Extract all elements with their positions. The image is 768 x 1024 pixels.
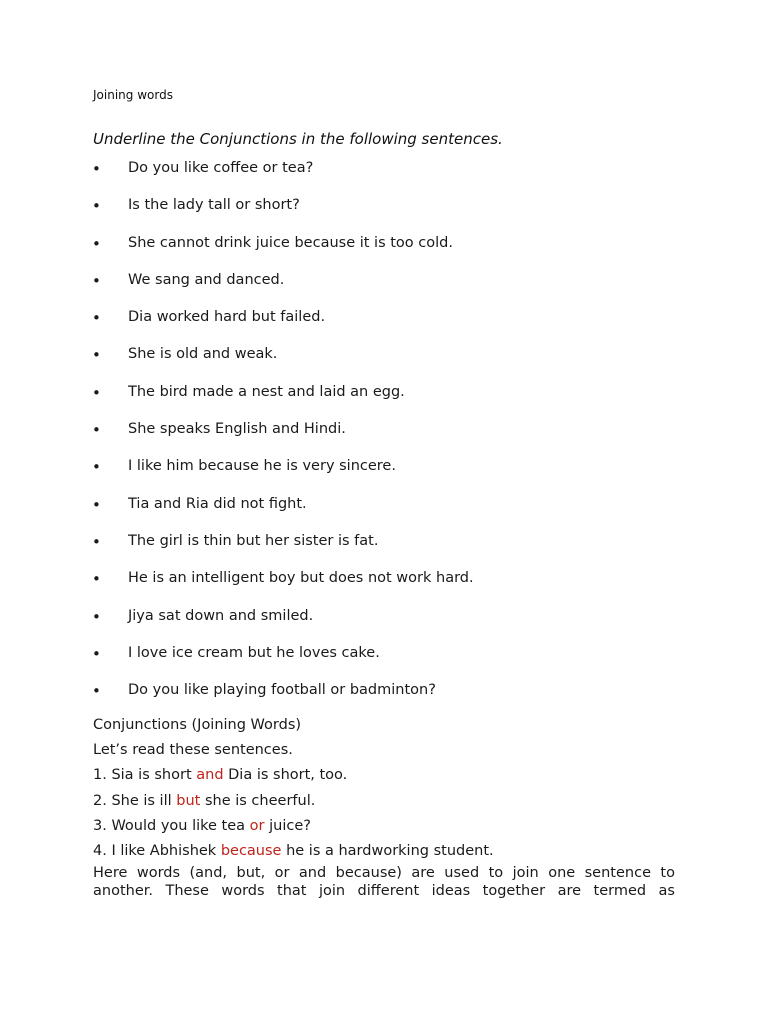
example-sentence: [93, 789, 683, 814]
list-item: [0, 531, 768, 568]
sentence-text: I like him because he is very sincere.: [128, 458, 396, 475]
bullet-icon: •: [92, 234, 101, 253]
sentence-text: Dia worked hard but failed.: [128, 309, 326, 326]
example-text-after: Dia is short, too.: [223, 767, 348, 784]
sentence-text: Is the lady tall or short?: [128, 197, 300, 214]
exercise-instruction: Underline the Conjunctions in the following sentences.: [93, 130, 503, 148]
conjunction-keyword: or: [249, 817, 265, 834]
sentence-text: Do you like playing football or badminton?: [128, 682, 436, 699]
sentence-text: She speaks English and Hindi.: [128, 421, 346, 438]
conjunctions-section: [93, 713, 683, 900]
list-item: [0, 419, 768, 456]
bullet-icon: •: [92, 383, 101, 402]
sentence-text: Jiya sat down and smiled.: [128, 607, 314, 624]
example-text-before: 3. Would you like tea: [93, 817, 250, 834]
exercise-sentence-list: [0, 158, 768, 717]
list-item: [0, 158, 768, 195]
bullet-icon: •: [92, 644, 101, 663]
list-item: [0, 270, 768, 307]
document-title: Joining words: [93, 88, 173, 102]
example-text-before: 4. I like Abhishek: [93, 843, 221, 860]
list-item: [0, 606, 768, 643]
sentence-text: The girl is thin but her sister is fat.: [128, 532, 379, 549]
list-item: [0, 195, 768, 232]
bullet-icon: •: [92, 532, 101, 551]
bullet-icon: •: [92, 421, 101, 440]
list-item: [0, 494, 768, 531]
bullet-icon: •: [92, 607, 101, 626]
bullet-icon: •: [92, 346, 101, 365]
bullet-icon: •: [92, 309, 101, 328]
conjunction-keyword: and: [196, 767, 224, 784]
sentence-text: I love ice cream but he loves cake.: [128, 644, 380, 661]
example-sentence: [93, 839, 683, 864]
sentence-text: Do you like coffee or tea?: [128, 160, 314, 176]
example-sentence: [93, 814, 683, 839]
explanation-paragraph-line: Here words (and, but, or and because) are used to join one sentence to: [93, 865, 675, 882]
bullet-icon: •: [92, 160, 101, 178]
list-item: [0, 456, 768, 493]
example-text-before: 2. She is ill: [93, 792, 177, 809]
list-item: [0, 307, 768, 344]
example-text-after: he is a hardworking student.: [281, 843, 494, 860]
bullet-icon: •: [92, 682, 101, 701]
bullet-icon: •: [92, 271, 101, 290]
list-item: [0, 382, 768, 419]
sentence-text: She cannot drink juice because it is too cold.: [128, 234, 453, 251]
section-intro: Let’s read these sentences.: [93, 742, 293, 759]
bullet-icon: •: [92, 495, 101, 514]
bullet-icon: •: [92, 197, 101, 216]
example-text-after: she is cheerful.: [200, 792, 316, 809]
example-text-after: juice?: [264, 817, 311, 834]
sentence-text: She is old and weak.: [128, 346, 278, 363]
sentence-text: Tia and Ria did not fight.: [128, 495, 307, 512]
conjunction-keyword: but: [176, 792, 201, 809]
example-sentence: [93, 763, 683, 788]
list-item: [0, 233, 768, 270]
list-item: [0, 643, 768, 680]
bullet-icon: •: [92, 458, 101, 477]
bullet-icon: •: [92, 570, 101, 589]
sentence-text: He is an intelligent boy but does not work hard.: [128, 570, 474, 587]
sentence-text: The bird made a nest and laid an egg.: [128, 383, 405, 400]
example-text-before: 1. Sia is short: [93, 767, 197, 784]
explanation-paragraph-line: another. These words that join different ideas together are termed as: [93, 883, 675, 900]
list-item: [0, 680, 768, 717]
list-item: [0, 344, 768, 381]
sentence-text: We sang and danced.: [128, 271, 285, 288]
section-heading: Conjunctions (Joining Words): [93, 717, 302, 733]
list-item: [0, 568, 768, 605]
conjunction-keyword: because: [220, 843, 282, 860]
